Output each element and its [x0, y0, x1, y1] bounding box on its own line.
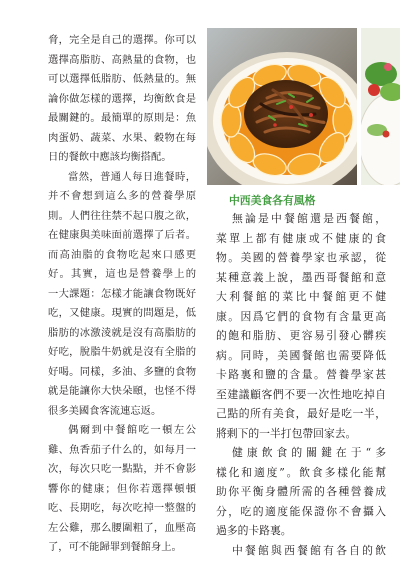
- text-line: 無論是中餐館還是西餐館，: [232, 212, 386, 225]
- right-column: [216, 209, 386, 560]
- text-line: 至建議顧客們不要一次性地吃掉自: [216, 387, 386, 401]
- chili-bit: [289, 105, 293, 109]
- text-line: 并不會想到這么多的營養學原: [48, 190, 196, 202]
- text-line: 好。其實，這也是營養學上的: [48, 268, 196, 280]
- text-line: 過多的卡路裏。: [216, 524, 292, 537]
- text-line: 健康飲食的關鍵在于“多: [232, 446, 386, 459]
- text-line: 樣化和適度”。飲食多樣化能幫: [216, 465, 386, 479]
- text-line: 病。同時，美國餐館也需要降低: [216, 348, 386, 362]
- text-line: 吃、長期吃，每次吃掉一整盤的: [48, 502, 196, 514]
- text-line: 很多美國食客流連忘返。: [48, 404, 162, 417]
- tomato: [368, 84, 380, 96]
- paragraph: [48, 168, 196, 422]
- text-line: 吃，又健康。現實的問題是，低: [48, 307, 196, 319]
- text-line: 的飽和脂肪、更容易引發心髒疾: [216, 329, 386, 342]
- orange-slice: [221, 103, 241, 137]
- paragraph: [216, 209, 386, 443]
- tomato: [383, 131, 390, 138]
- tomato: [384, 63, 392, 71]
- text-line: 日的餐飲中應該均衡搭配。: [48, 151, 172, 163]
- text-line: 左公雞，那么腰圍粗了，血壓高: [48, 521, 196, 534]
- text-line: 次，每次只吃一點點，并不會影: [48, 463, 196, 475]
- dish-photo: [207, 28, 357, 185]
- text-line: 可以選擇低脂肪、低熱量的。無: [48, 73, 196, 85]
- text-line: 響你的健康；但你若選擇頓頓: [48, 482, 196, 495]
- text-line: 最關鍵的。最簡單的原則是：魚: [48, 112, 196, 124]
- text-line: 好吃，脫脂牛奶就是沒有全脂的: [48, 346, 196, 358]
- paragraph: [216, 541, 386, 561]
- text-line: 當然，普通人每日進餐時，: [68, 170, 196, 183]
- text-line: 在健康與美味面前選擇了后者。: [48, 229, 196, 241]
- text-line: 某種意義上說，墨西哥餐館和意: [216, 270, 386, 284]
- text-line: 卡路裏和鹽的含量。營養學家甚: [216, 368, 386, 381]
- text-line: 己點的所有美食，最好是吃一半，: [216, 407, 386, 420]
- paragraph: [48, 31, 196, 168]
- text-line: 菜單上都有健康或不健康的食: [216, 231, 386, 245]
- text-line: 大利餐館的菜比中餐館更不健: [216, 290, 386, 303]
- text-line: 康。因爲它們的食物有含量更高: [216, 309, 386, 323]
- text-line: 則。人們往往禁不起口腹之欲，: [48, 209, 196, 222]
- orange-slice: [333, 103, 353, 137]
- paragraph: [48, 421, 196, 558]
- text-line: 了，可不能歸罪到餐館身上。: [48, 541, 182, 553]
- text-line: 中餐館與西餐館有各自的飲: [232, 543, 386, 557]
- text-line: 助你平衡身體所需的各種營養成: [216, 485, 386, 498]
- text-line: 將剩下的一半打包帶回家去。: [216, 426, 357, 440]
- text-line: 好喝。同樣，多油、多鹽的食物: [48, 365, 196, 378]
- side-photo: [361, 28, 400, 185]
- text-line: 偶爾到中餐館吃一頓左公: [68, 424, 196, 436]
- text-line: 物。美國的營養學家也承認，從: [216, 251, 386, 264]
- text-line: 肉蛋奶、蔬菜、水果、穀物在每: [48, 131, 196, 144]
- section-heading: 中西美食各有風格: [229, 194, 316, 207]
- text-line: 脅，完全是自己的選擇。你可以: [48, 34, 196, 46]
- text-line: 脂肪的冰激淩就是沒有高脂肪的: [48, 326, 196, 339]
- chili-bit: [309, 113, 313, 117]
- text-line: 論你做怎樣的選擇，均衡飲食是: [48, 92, 196, 105]
- left-column: [48, 31, 196, 558]
- paragraph: [216, 443, 386, 541]
- chili-bit: [273, 123, 277, 127]
- text-line: 而高油脂的食物吃起來口感更: [48, 248, 196, 261]
- text-line: 分，吃的適度能保證你不會攝入: [216, 504, 386, 518]
- text-line: 就是能讓你大快朵頤，也怪不得: [48, 385, 196, 397]
- text-line: 雞、魚香茄子什么的，如每月一: [48, 443, 196, 456]
- greens: [365, 62, 397, 86]
- text-line: 選擇高脂肪、高熱量的食物，也: [48, 53, 196, 66]
- text-line: 一大課題：怎樣才能讓食物既好: [48, 287, 196, 300]
